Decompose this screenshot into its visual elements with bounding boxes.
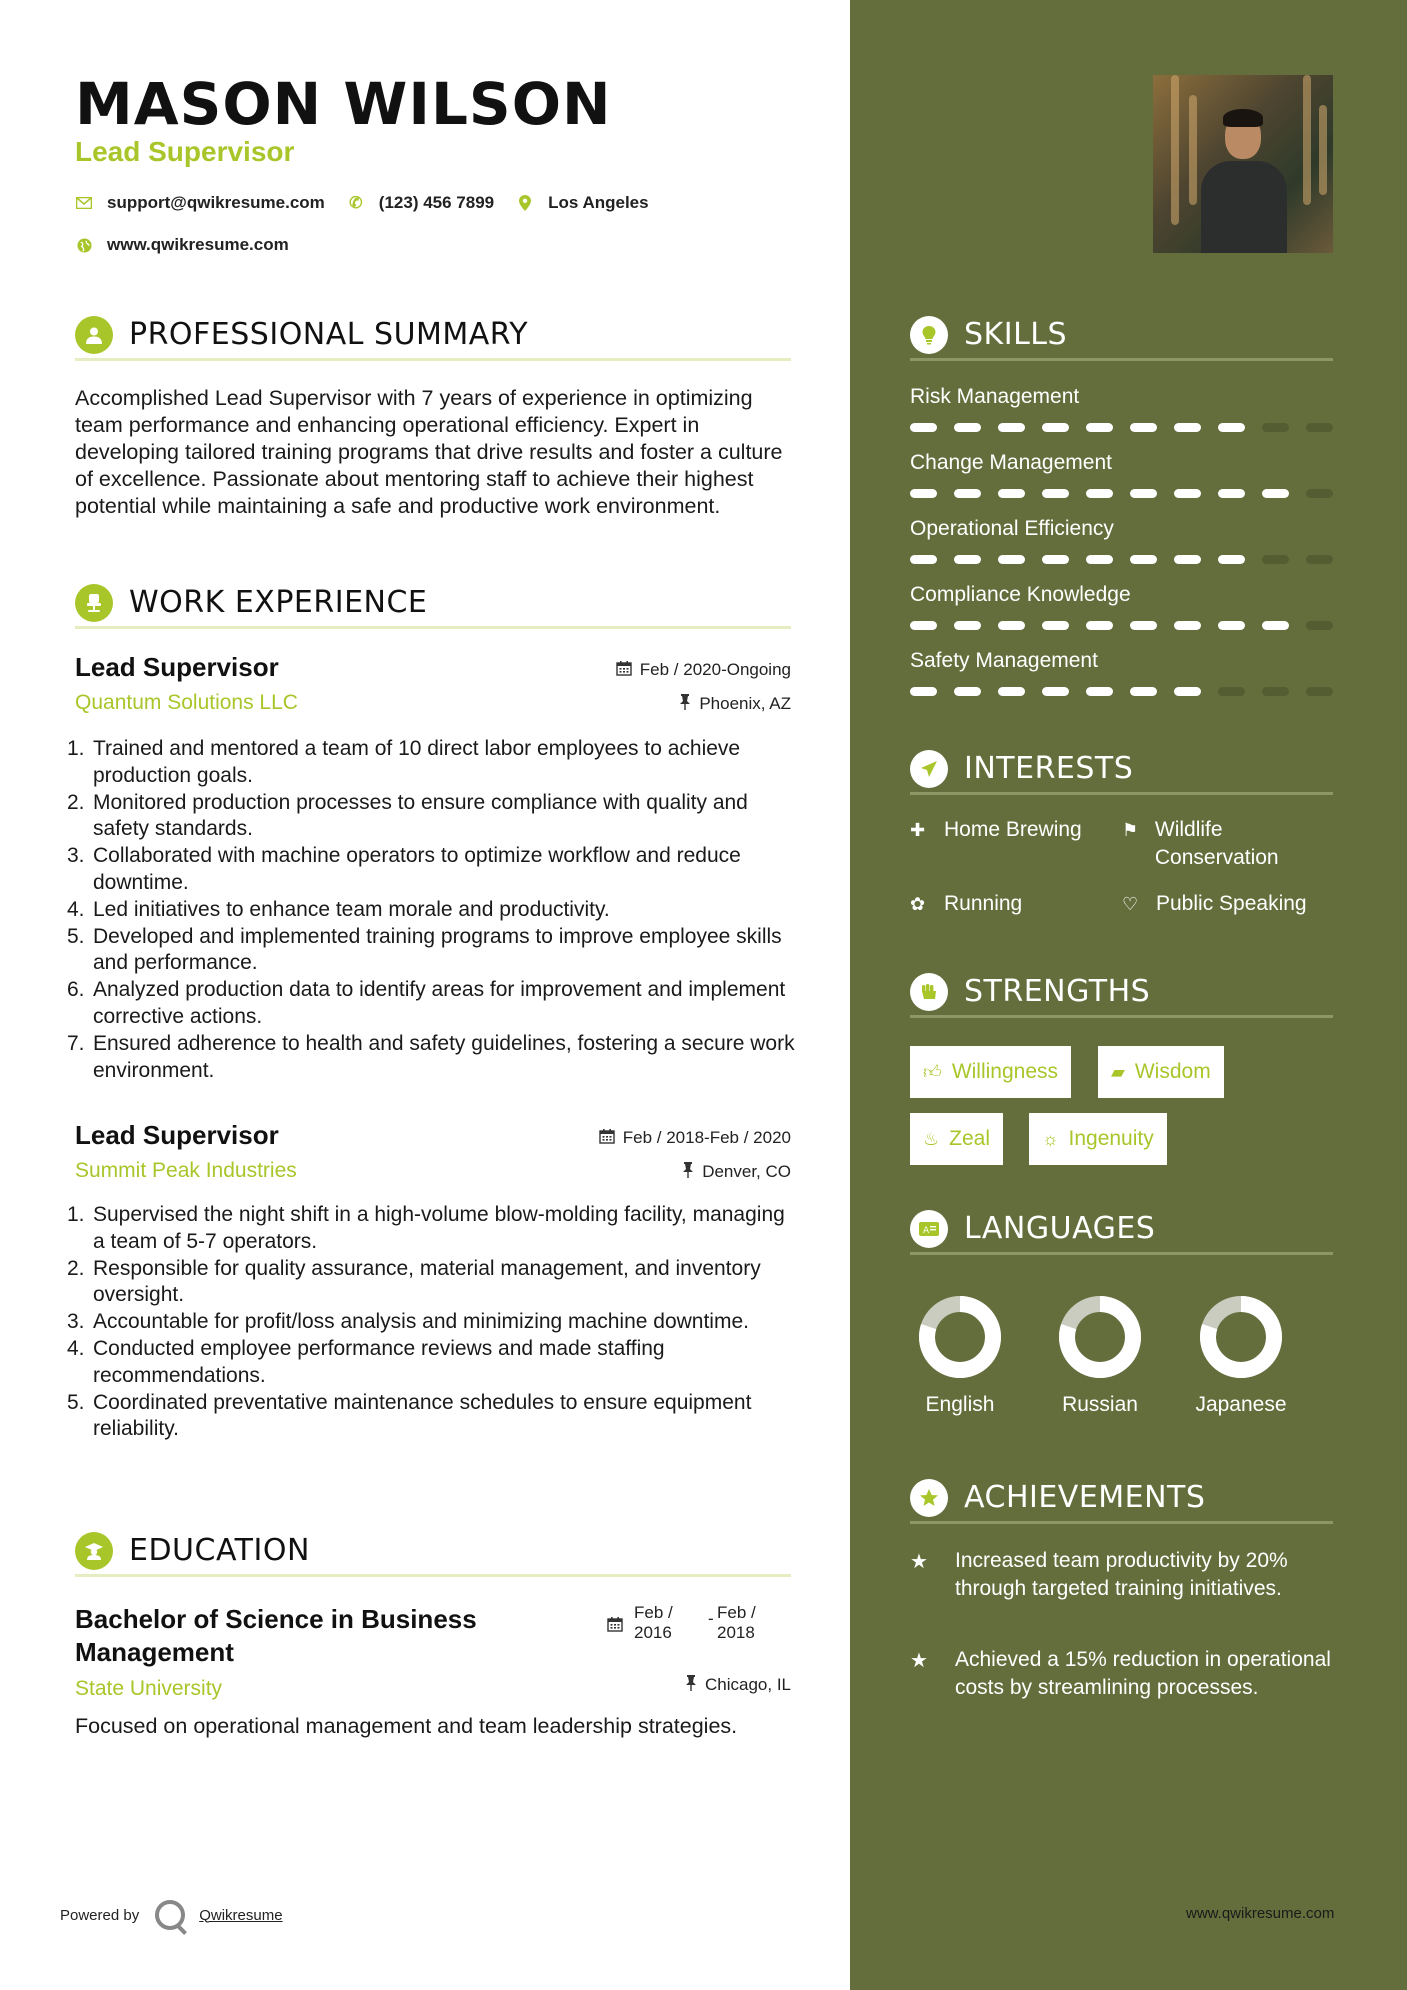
skill-level-dash <box>1262 423 1289 432</box>
skill-level-dash <box>954 423 981 432</box>
skill-level-dash <box>1306 621 1333 630</box>
pushpin-icon <box>679 694 691 714</box>
user-icon <box>75 316 113 354</box>
skill-item <box>910 451 1333 498</box>
skill-level-dash <box>1042 687 1069 696</box>
interests-section <box>910 745 1333 795</box>
location-text: Los Angeles <box>548 193 649 212</box>
job-bullets <box>67 736 797 1084</box>
skill-level-dash <box>910 489 937 498</box>
list-item: 5. Coordinated preventative maintenance schedules to ensure equipment reliability. <box>67 1390 752 1441</box>
strengths-section <box>910 968 1333 1018</box>
skill-level-dash <box>1174 621 1201 630</box>
list-item: 1. Supervised the night shift in a high-volume blow-molding facility, managing a team of 5-7 operators. <box>67 1203 785 1253</box>
job-location-text: Phoenix, AZ <box>699 694 791 713</box>
skill-level-dash <box>1086 423 1113 432</box>
skill-level-dash <box>1042 555 1069 564</box>
pushpin-icon <box>685 1675 697 1695</box>
languages-section <box>910 1205 1333 1255</box>
list-item: 6. Analyzed production data to identify areas for improvement and implement corrective actions. <box>67 978 786 1028</box>
list-item: 7. Ensured adherence to health and safety guidelines, fostering a secure work environment. <box>67 1031 795 1082</box>
list-item: 4. Conducted employee performance reviews and made staffing recommendations. <box>67 1336 665 1387</box>
education-section <box>75 1527 791 1577</box>
powered-by-text: Powered by <box>60 1906 140 1924</box>
lightbulb-icon: ☼ <box>1042 1128 1059 1149</box>
strength-tag: ♨ Zeal <box>910 1113 1003 1165</box>
skill-name: Compliance Knowledge <box>910 583 1131 606</box>
education-location-text: Chicago, IL <box>705 1675 791 1694</box>
summary-text: Accomplished Lead Supervisor with 7 years of experience in optimizing team performance and enhancing operational efficiency. Expert in developing tailored training programs that drive results and foster a culture of excellence. Passionate about mentoring staff to achieve their highest potential while maintaining a safe and productive work environment. <box>75 386 783 518</box>
profile-photo <box>1153 75 1333 253</box>
language-icon <box>910 1210 948 1248</box>
summary-section <box>75 311 791 361</box>
summary-heading <box>75 311 791 361</box>
list-item: 1. Trained and mentored a team of 10 direct labor employees to achieve production goals. <box>67 737 741 787</box>
experience-heading <box>75 579 791 629</box>
job-location <box>679 694 791 714</box>
job-location-text: Denver, CO <box>702 1162 791 1181</box>
skill-level-dash <box>1306 423 1333 432</box>
job-company: Quantum Solutions LLC <box>75 691 298 714</box>
skill-level-dash <box>910 621 937 630</box>
skill-name: Risk Management <box>910 385 1080 408</box>
skill-item <box>910 385 1333 432</box>
lightbulb-icon <box>910 316 948 354</box>
achievements-section <box>910 1474 1333 1524</box>
interest-item: ⚑ Wildlife Conservation <box>1122 816 1342 872</box>
skill-level-bar <box>910 555 1333 564</box>
skill-level-dash <box>1130 423 1157 432</box>
svg-text:A: A <box>923 1225 930 1236</box>
phone-icon: ✆ <box>349 195 363 212</box>
education-entry <box>75 1603 791 1701</box>
footer-powered-by <box>60 1900 283 1930</box>
skill-level-bar <box>910 687 1333 696</box>
skill-level-dash <box>1174 687 1201 696</box>
language-item <box>1181 1295 1301 1417</box>
skill-level-dash <box>1262 687 1289 696</box>
language-item <box>1040 1295 1160 1417</box>
skill-level-dash <box>1042 621 1069 630</box>
thumbs-up-icon: 👍︎ <box>923 1062 942 1082</box>
interest-item: ✚ Home Brewing <box>910 816 1082 844</box>
job-date <box>599 1128 791 1148</box>
interest-item: ✿ Running <box>910 890 1022 918</box>
skill-level-dash <box>1218 489 1245 498</box>
skill-level-dash <box>1130 687 1157 696</box>
list-item: 2. Monitored production processes to ensure compliance with quality and safety standards. <box>67 790 748 841</box>
language-item <box>900 1295 1020 1417</box>
strength-tag: ▰ Wisdom <box>1098 1046 1224 1098</box>
language-level-ring <box>1058 1295 1142 1379</box>
strength-tag: ☼ Ingenuity <box>1029 1113 1167 1165</box>
flag-icon: ⚑ <box>1122 820 1139 840</box>
job-date <box>616 660 791 680</box>
skill-level-dash <box>1086 621 1113 630</box>
skill-level-dash <box>1086 489 1113 498</box>
job-company: Summit Peak Industries <box>75 1159 297 1182</box>
skill-level-bar <box>910 423 1333 432</box>
skill-level-dash <box>1130 621 1157 630</box>
star-icon: ★ <box>910 1650 928 1672</box>
skill-level-dash <box>998 423 1025 432</box>
candidate-title: Lead Supervisor <box>75 136 295 167</box>
paw-icon: ✿ <box>910 894 926 914</box>
sidebar <box>850 0 1407 1990</box>
skill-level-dash <box>1306 489 1333 498</box>
strength-tag: 👍︎ Willingness <box>910 1046 1071 1098</box>
skill-level-dash <box>998 687 1025 696</box>
skill-level-bar <box>910 489 1333 498</box>
list-item: 4. Led initiatives to enhance team morale and productivity. <box>67 897 610 921</box>
calendar-icon <box>599 1128 615 1148</box>
skill-item <box>910 517 1333 564</box>
language-name: English <box>925 1393 995 1416</box>
calendar-icon <box>616 660 632 680</box>
experience-section <box>75 579 791 629</box>
interests-title: INTERESTS <box>964 751 1134 786</box>
fist-icon <box>910 973 948 1011</box>
skill-level-dash <box>954 555 981 564</box>
candidate-name: MASON WILSON <box>75 70 612 138</box>
skill-level-dash <box>1174 423 1201 432</box>
skill-level-dash <box>1262 489 1289 498</box>
skill-level-dash <box>1174 555 1201 564</box>
contact-phone[interactable] <box>347 193 494 213</box>
star-icon: ★ <box>910 1551 928 1573</box>
skill-level-dash <box>1262 555 1289 564</box>
skills-section <box>910 311 1333 361</box>
experience-title: WORK EXPERIENCE <box>129 585 428 620</box>
skill-level-bar <box>910 621 1333 630</box>
skill-level-dash <box>1174 489 1201 498</box>
book-icon: ▰ <box>1111 1061 1125 1082</box>
contact-row-2 <box>75 235 311 255</box>
job-location <box>682 1162 791 1182</box>
language-name: Japanese <box>1195 1393 1287 1416</box>
list-item: 2. Responsible for quality assurance, material management, and inventory oversight. <box>67 1256 761 1307</box>
job-date-text: Feb / 2020-Ongoing <box>639 660 791 679</box>
skill-level-dash <box>1218 687 1245 696</box>
website-text: www.qwikresume.com <box>107 235 289 254</box>
strengths-heading <box>910 968 1333 1018</box>
qwikresume-logo-icon <box>155 1900 185 1930</box>
job-title: Lead Supervisor <box>75 1120 279 1150</box>
education-end: Feb / 2018 <box>717 1603 756 1642</box>
skill-level-dash <box>910 423 937 432</box>
degree-title: Bachelor of Science in Business Management <box>75 1604 477 1667</box>
education-start: Feb / 2016 <box>634 1603 673 1642</box>
language-level-ring <box>1199 1295 1283 1379</box>
office-chair-icon <box>75 584 113 622</box>
skill-level-dash <box>954 489 981 498</box>
school-name: State University <box>75 1677 223 1700</box>
achievements-heading <box>910 1474 1333 1524</box>
pushpin-icon <box>682 1162 694 1182</box>
skill-level-dash <box>910 555 937 564</box>
interest-item: ♡ Public Speaking <box>1122 890 1307 918</box>
contact-website[interactable] <box>75 235 289 255</box>
skill-name: Change Management <box>910 451 1112 474</box>
star-icon <box>910 1479 948 1517</box>
job-entry-1 <box>67 652 795 1082</box>
education-heading <box>75 1527 791 1577</box>
education-title: EDUCATION <box>129 1533 310 1568</box>
heartbeat-icon: ♡ <box>1122 894 1139 914</box>
skill-level-dash <box>998 555 1025 564</box>
skill-level-dash <box>1086 555 1113 564</box>
skill-level-dash <box>1218 423 1245 432</box>
job-entry-2 <box>67 1120 791 1441</box>
skills-heading <box>910 311 1333 361</box>
languages-title: LANGUAGES <box>964 1211 1156 1246</box>
skill-level-dash <box>1262 621 1289 630</box>
globe-icon <box>75 236 93 254</box>
skill-name: Operational Efficiency <box>910 517 1114 540</box>
skill-level-dash <box>1130 555 1157 564</box>
contact-email[interactable] <box>75 193 325 213</box>
interests-heading <box>910 745 1333 795</box>
skill-level-dash <box>1218 621 1245 630</box>
language-level-ring <box>918 1295 1002 1379</box>
email-text: support@qwikresume.com <box>107 193 325 212</box>
skill-item <box>910 583 1333 630</box>
skill-item <box>910 649 1333 696</box>
skill-level-dash <box>1306 555 1333 564</box>
skills-title: SKILLS <box>964 317 1068 352</box>
contact-location <box>516 193 648 213</box>
skill-level-dash <box>1086 687 1113 696</box>
calendar-icon <box>607 1606 623 1637</box>
languages-heading <box>910 1205 1333 1255</box>
list-item: 3. Collaborated with machine operators to optimize workflow and reduce downtime. <box>67 844 741 894</box>
skill-level-dash <box>910 687 937 696</box>
skill-level-dash <box>1306 687 1333 696</box>
map-pin-icon <box>516 194 534 212</box>
job-title: Lead Supervisor <box>75 652 279 682</box>
puzzle-icon: ✚ <box>910 820 926 840</box>
list-item: 5. Developed and implemented training programs to improve employee skills and performance. <box>67 924 782 975</box>
skill-level-dash <box>954 621 981 630</box>
skill-level-dash <box>1218 555 1245 564</box>
skill-level-dash <box>998 621 1025 630</box>
achievement-item: ★ Increased team productivity by 20% through targeted training initiatives. <box>910 1547 1340 1603</box>
skill-name: Safety Management <box>910 649 1098 672</box>
language-name: Russian <box>1062 1393 1138 1416</box>
phone-text: (123) 456 7899 <box>378 193 495 212</box>
job-date-text: Feb / 2018-Feb / 2020 <box>622 1128 791 1147</box>
date-separator: - <box>708 1609 714 1628</box>
footer-site: www.qwikresume.com <box>1186 1905 1335 1922</box>
job-bullets <box>67 1202 797 1443</box>
skill-level-dash <box>1130 489 1157 498</box>
skill-level-dash <box>998 489 1025 498</box>
strengths-title: STRENGTHS <box>964 974 1151 1009</box>
skill-level-dash <box>1042 489 1069 498</box>
education-description: Focused on operational management and team leadership strategies. <box>75 1714 738 1738</box>
envelope-icon <box>75 194 93 212</box>
education-location <box>685 1675 791 1695</box>
brand-link[interactable]: Qwikresume <box>199 1906 283 1924</box>
fire-icon: ♨ <box>923 1128 940 1149</box>
graduate-icon <box>75 1532 113 1570</box>
skill-level-dash <box>1042 423 1069 432</box>
summary-title: PROFESSIONAL SUMMARY <box>129 317 529 352</box>
achievement-item: ★ Achieved a 15% reduction in operational costs by streamlining processes. <box>910 1646 1340 1702</box>
list-item: 3. Accountable for profit/loss analysis and minimizing machine downtime. <box>67 1310 749 1334</box>
paper-plane-icon <box>910 750 948 788</box>
contact-row <box>75 193 671 213</box>
achievements-title: ACHIEVEMENTS <box>964 1480 1206 1515</box>
skill-level-dash <box>954 687 981 696</box>
